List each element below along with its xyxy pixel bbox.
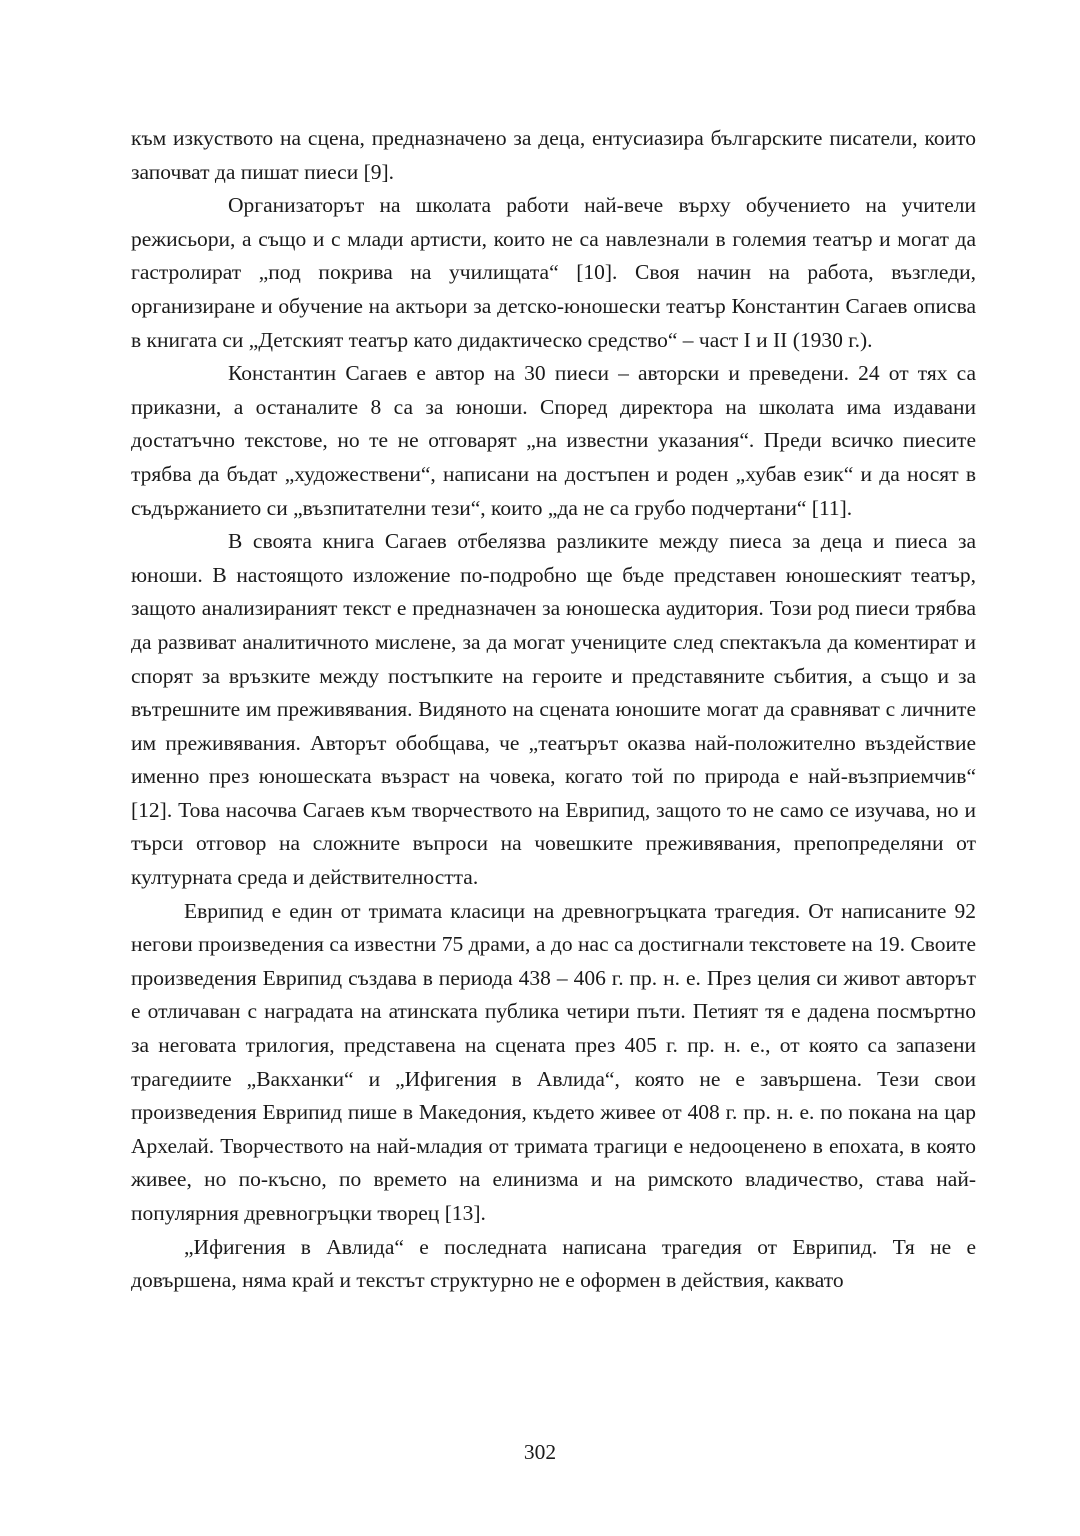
paragraph-5: Еврипид е един от тримата класици на древногръцката трагедия. От написаните 92 негови произведения са известни 75 драми, а до нас са достигнали текстовете на 19. Своите произведения Еврипид създава в периода 438 – 406 г. пр. н. е. През целия си живот авторът е отличаван с наградата на атинската публика четири пъти. Петият тя е дадена посмъртно за неговата трилогия, представена на сцената през 405 г. пр. н. е., от която са запазени трагедиите „Вакханки“ и „Ифигения в Авлида“, която не е завършена. Тези свои произведения Еврипид пише в Македония, където живее от 408 г. пр. н. е. по покана на цар Архелай. Творчеството на най-младия от тримата трагици е недооценено в епохата, в която живее, но по-късно, по времето на елинизма и на римското владичество, става най-популярния древногръцки творец [13].: [131, 898, 976, 1225]
paragraph-4: В своята книга Сагаев отбелязва разликите между пиеса за деца и пиеса за юноши. В настоящото изложение по-подробно ще бъде представен юношеският театър, защото анализираният текст е предназначен за юношеска аудитория. Този род пиеси трябва да развиват аналитичното мислене, за да могат учениците след спектакъла да коментират и спорят за връзките между постъпките на героите и представяните събития, а също и за вътрешните им преживявания. Видяното на сцената юношите могат да сравняват с личните им преживявания. Авторът обобщава, че „театърът оказва най-положително въздействие именно през юношеската възраст на човека, когато той по природа е най-възприемчив“ [12]. Това насочва Сагаев към творчеството на Еврипид, защото то не само се изучава, но и търси отговор на сложните въпроси на човешките преживявания, препопределяни от културната среда и действителността.: [131, 529, 976, 890]
document-body: [131, 122, 976, 1298]
paragraph-1: към изкуството на сцена, предназначено за деца, ентусиазира българските писатели, които започват да пишат пиеси [9].: [131, 126, 976, 184]
paragraph-3: Константин Сагаев е автор на 30 пиеси – авторски и преведени. 24 от тях са приказни, а останалите 8 са за юноши. Според директора на школата има издавани достатъчно текстове, но те не отговарят „на известни указания“. Преди всичко пиесите трябва да бъдат „художествени“, написани на достъпен и роден „хубав език“ и да носят в съдържанието си „възпитателни тези“, които „да не са грубо подчертани“ [11].: [131, 361, 976, 520]
paragraph-2: Организаторът на школата работи най-вече върху обучението на учители режисьори, а също и с млади артисти, които не са навлезнали в големия театър и могат да гастролират „под покрива на училищата“ [10]. Своя начин на работа, възгледи, организиране и обучение на актьори за детско-юношески театър Константин Сагаев описва в книгата си „Детският театър като дидактическо средство“ – част I и II (1930 г.).: [131, 193, 976, 352]
page-number: 302: [523, 1440, 557, 1464]
paragraph-6: „Ифигения в Авлида“ е последната написана трагедия от Еврипид. Тя не е довършена, няма край и текстът структурно не е оформен в действия, каквато: [131, 1234, 976, 1293]
